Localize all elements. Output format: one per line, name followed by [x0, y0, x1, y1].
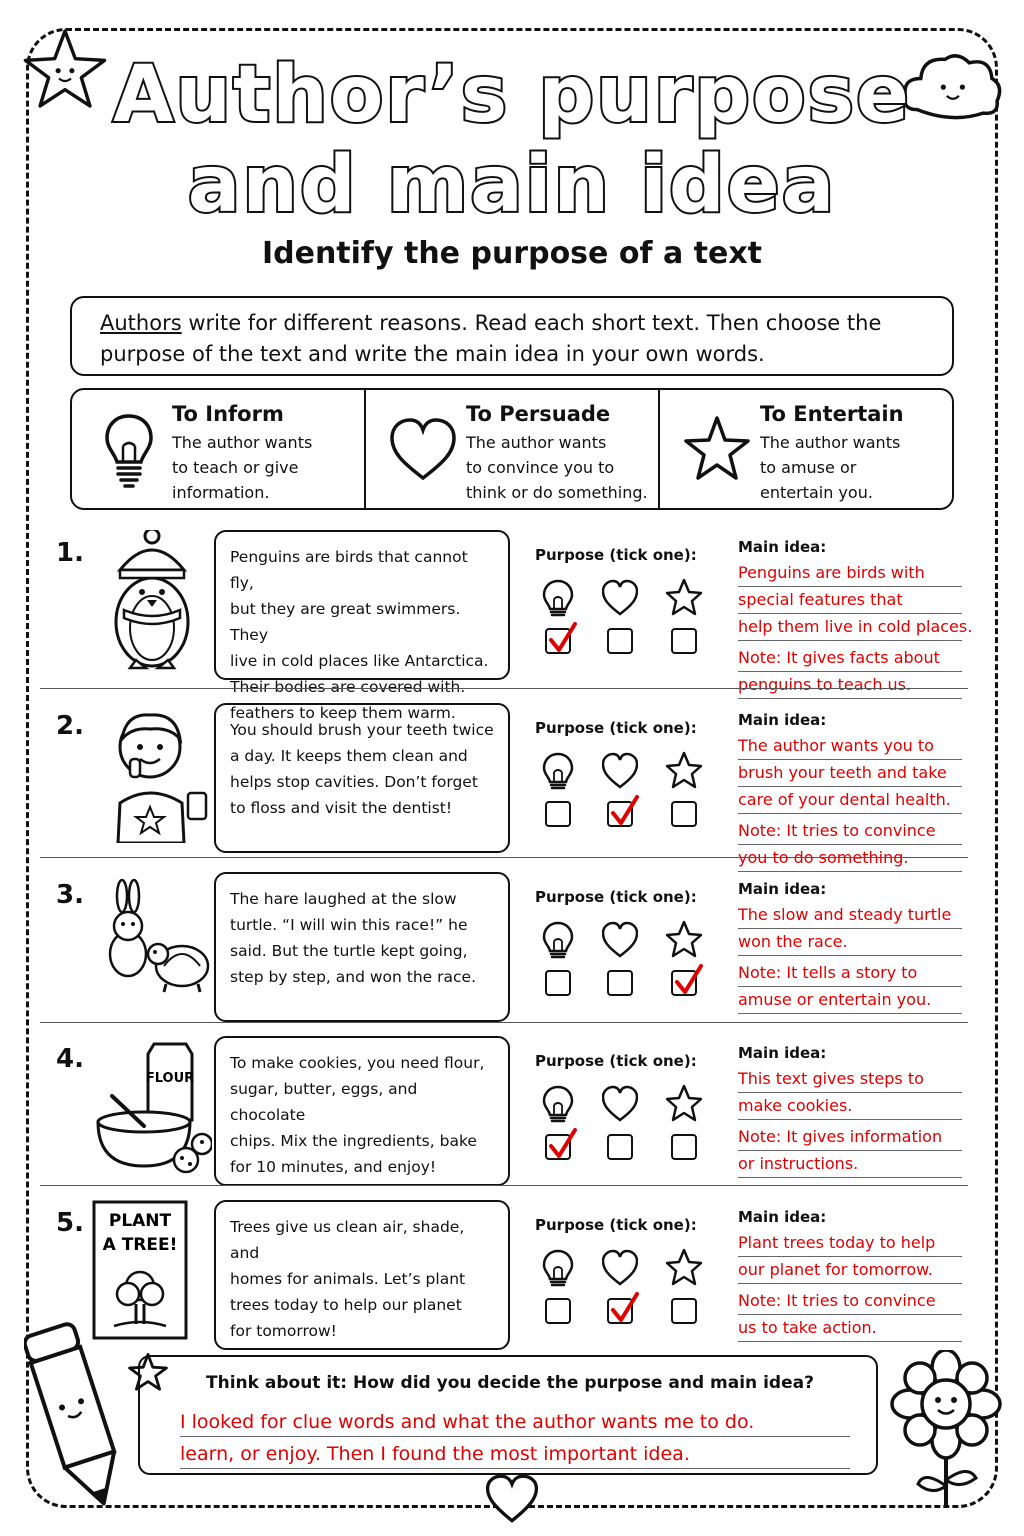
exercise-row [40, 872, 968, 1022]
note-line[interactable]: or instructions. [738, 1151, 962, 1178]
title-line-1: Author’s purpose [113, 50, 911, 140]
main-idea-line[interactable]: brush your teeth and take [738, 760, 962, 787]
row-divider [40, 688, 968, 689]
heart-icon [602, 578, 638, 618]
main-idea-label: Main idea: [738, 711, 827, 729]
main-idea-label: Main idea: [738, 1044, 827, 1062]
star-icon [682, 412, 752, 492]
main-idea-line[interactable]: make cookies. [738, 1093, 962, 1120]
passage-line: feathers to keep them warm. [230, 704, 456, 722]
passage-line: You should brush your teeth twice [230, 721, 494, 739]
heart-icon [388, 412, 458, 492]
legend-entertain [658, 390, 952, 508]
passage-line: but they are great swimmers. They [230, 600, 461, 644]
purpose-checkbox-entertain[interactable] [671, 628, 697, 654]
heart-icon [602, 920, 638, 960]
checkmark-icon [671, 964, 705, 1000]
passage-line: step by step, and won the race. [230, 968, 476, 986]
legend-desc-line: think or do something. [466, 483, 648, 502]
passage-line: Their bodies are covered with. [230, 678, 466, 696]
passage-line: homes for animals. Let’s plant [230, 1270, 466, 1288]
main-idea-line[interactable]: Plant trees today to help [738, 1230, 962, 1257]
note-line[interactable]: us to take action. [738, 1315, 962, 1342]
main-idea-answer [738, 902, 962, 1014]
checkmark-icon [607, 1292, 641, 1328]
main-idea-line[interactable]: help them live in cold places. [738, 614, 962, 641]
purpose-checkbox-inform[interactable] [545, 801, 571, 827]
lightbulb-icon [540, 1084, 576, 1124]
main-idea-label: Main idea: [738, 1208, 827, 1226]
note-line[interactable]: Note: It gives facts about [738, 645, 962, 672]
passage-box [214, 1200, 510, 1350]
heart-icon [602, 1248, 638, 1288]
passage-box [214, 703, 510, 853]
purpose-checkbox-entertain[interactable] [671, 1298, 697, 1324]
note-line[interactable]: Note: It tries to convince [738, 1288, 962, 1315]
exercise-number: 1. [56, 538, 84, 568]
purpose-label: Purpose (tick one): [535, 1052, 697, 1070]
main-idea-answer [738, 1066, 962, 1178]
reflection-answer-line[interactable]: learn, or enjoy. Then I found the most important idea. [180, 1439, 850, 1469]
legend-desc-line: information. [172, 483, 270, 502]
legend-desc-line: to amuse or [760, 458, 857, 477]
bottom-heart-icon [484, 1474, 540, 1524]
smiling-flower-icon [888, 1350, 1004, 1510]
sign-label-line: PLANT [108, 1211, 172, 1231]
passage-line: for tomorrow! [230, 1322, 337, 1340]
main-idea-line[interactable]: This text gives steps to [738, 1066, 962, 1093]
exercise-row [40, 530, 973, 722]
passage-line: said. But the turtle kept going, [230, 942, 468, 960]
exercise-row [40, 703, 968, 867]
purpose-checkbox-persuade[interactable] [607, 1134, 633, 1160]
instructions-box [70, 296, 954, 376]
flour-label: FLOUR [145, 1071, 195, 1086]
legend-inform [72, 390, 364, 508]
star-icon [666, 1084, 702, 1124]
checkmark-icon [545, 1128, 579, 1164]
sign-label-line: A TREE! [102, 1235, 178, 1255]
reflection-answer-line[interactable]: I looked for clue words and what the author wants me to do. [180, 1407, 850, 1437]
plant-a-tree-sign-icon [92, 1200, 212, 1340]
passage-line: Penguins are birds that cannot fly, [230, 548, 468, 592]
exercise-number: 4. [56, 1044, 84, 1074]
legend-desc-line: The author wants [172, 433, 313, 452]
legend-title: To Persuade [466, 402, 611, 426]
passage-line: a day. It keeps them clean and [230, 747, 468, 765]
purpose-checkbox-persuade[interactable] [607, 1298, 633, 1324]
passage-box [214, 530, 510, 722]
purpose-checkbox-entertain[interactable] [671, 801, 697, 827]
legend-persuade [364, 390, 658, 508]
note-line[interactable]: Note: It gives information [738, 1124, 962, 1151]
legend-title: To Inform [172, 402, 284, 426]
instructions-text: write for different reasons. Read each short text. Then choose the purpose of the text and write the main idea in your own words. [100, 311, 882, 366]
star-icon [666, 751, 702, 791]
purpose-label: Purpose (tick one): [535, 546, 697, 564]
passage-line: chips. Mix the ingredients, bake [230, 1132, 477, 1150]
lightbulb-icon [540, 920, 576, 960]
passage-line: To make cookies, you need flour, [230, 1054, 485, 1072]
passage-line: sugar, butter, eggs, and chocolate [230, 1080, 418, 1124]
penguin-icon [92, 530, 212, 670]
passage-box [214, 872, 510, 1022]
passage-line: Trees give us clean air, shade, and [230, 1218, 465, 1262]
passage-line: The hare laughed at the slow [230, 890, 457, 908]
checkmark-icon [607, 795, 641, 831]
purpose-checkbox-inform[interactable] [545, 970, 571, 996]
legend-title: To Entertain [760, 402, 904, 426]
passage-line: helps stop cavities. Don’t forget [230, 773, 478, 791]
main-idea-line[interactable]: special features that [738, 587, 962, 614]
note-line[interactable]: penguins to teach us. [738, 672, 962, 699]
purpose-checkbox-persuade[interactable] [607, 628, 633, 654]
title-line-2: and main idea [187, 140, 837, 230]
passage-line: trees today to help our planet [230, 1296, 462, 1314]
reflection-question: Think about it: How did you decide the purpose and main idea? [206, 1373, 814, 1393]
purpose-checkbox-inform[interactable] [545, 628, 571, 654]
heart-icon [602, 1084, 638, 1124]
exercise-number: 2. [56, 711, 84, 741]
main-idea-line[interactable]: care of your dental health. [738, 787, 962, 814]
main-idea-answer [738, 733, 962, 872]
main-idea-answer [738, 1230, 962, 1342]
exercise-number: 5. [56, 1208, 84, 1238]
passage-box [214, 1036, 510, 1186]
reflection-box [138, 1355, 878, 1475]
legend-desc-line: The author wants [760, 433, 901, 452]
legend-desc-line: to convince you to [466, 458, 615, 477]
passage-line: for 10 minutes, and enjoy! [230, 1158, 437, 1176]
passage-line: to floss and visit the dentist! [230, 799, 453, 817]
main-idea-label: Main idea: [738, 880, 827, 898]
purpose-checkbox-inform[interactable] [545, 1298, 571, 1324]
lightbulb-icon [540, 751, 576, 791]
main-idea-line[interactable]: The author wants you to [738, 733, 962, 760]
purpose-legend [70, 388, 954, 510]
star-icon [666, 920, 702, 960]
exercise-row [40, 1036, 968, 1186]
passage-line: turtle. “I will win this race!” he [230, 916, 468, 934]
main-idea-line[interactable]: The slow and steady turtle [738, 902, 962, 929]
lightbulb-icon [540, 1248, 576, 1288]
hare-turtle-icon [92, 872, 212, 1012]
purpose-checkbox-persuade[interactable] [607, 970, 633, 996]
lightbulb-icon [540, 578, 576, 618]
lightbulb-icon [94, 410, 164, 490]
note-line[interactable]: Note: It tries to convince [738, 818, 962, 845]
note-line[interactable]: Note: It tells a story to [738, 960, 962, 987]
main-idea-line[interactable]: won the race. [738, 929, 962, 956]
instructions-underlined-word: Authors [100, 311, 182, 335]
purpose-checkbox-inform[interactable] [545, 1134, 571, 1160]
purpose-label: Purpose (tick one): [535, 719, 697, 737]
row-divider [40, 857, 968, 858]
row-divider [40, 1185, 968, 1186]
purpose-label: Purpose (tick one): [535, 888, 697, 906]
note-line[interactable]: amuse or entertain you. [738, 987, 962, 1014]
passage-line: live in cold places like Antarctica. [230, 652, 489, 670]
star-icon [666, 578, 702, 618]
subtitle: Identify the purpose of a text [261, 236, 763, 271]
legend-desc-line: to teach or give [172, 458, 299, 477]
flour-bowl-icon [92, 1036, 212, 1176]
main-idea-answer [738, 560, 973, 699]
exercise-number: 3. [56, 880, 84, 910]
purpose-checkbox-entertain[interactable] [671, 970, 697, 996]
star-icon [666, 1248, 702, 1288]
legend-desc-line: The author wants [466, 433, 607, 452]
purpose-checkbox-persuade[interactable] [607, 801, 633, 827]
main-idea-label: Main idea: [738, 538, 827, 556]
purpose-checkbox-entertain[interactable] [671, 1134, 697, 1160]
purpose-label: Purpose (tick one): [535, 1216, 697, 1234]
heart-icon [602, 751, 638, 791]
exercise-row [40, 1200, 968, 1350]
main-idea-line[interactable]: Penguins are birds with [738, 560, 962, 587]
note-line[interactable]: you to do something. [738, 845, 962, 872]
boy-brushing-icon [92, 703, 212, 843]
legend-desc-line: entertain you. [760, 483, 873, 502]
checkmark-icon [545, 622, 579, 658]
row-divider [40, 1022, 968, 1023]
main-idea-line[interactable]: our planet for tomorrow. [738, 1257, 962, 1284]
